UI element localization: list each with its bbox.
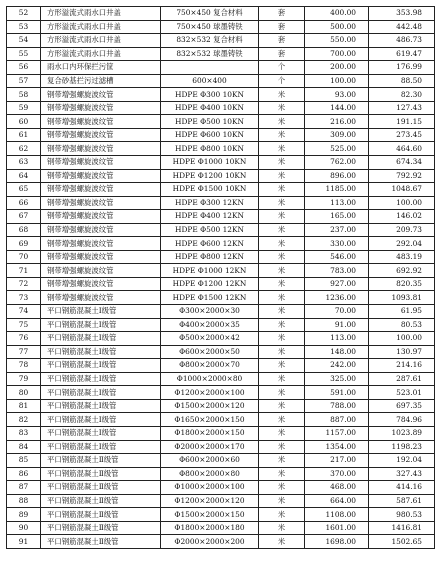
row-number-cell: 54: [7, 34, 41, 48]
spec-cell: 750×450 球墨铸铁: [161, 20, 259, 34]
excl-tax-price-cell: 176.99: [369, 61, 435, 75]
price-cell: 783.00: [305, 264, 369, 278]
unit-cell: 套: [259, 47, 305, 61]
spec-cell: Φ1000×2000×80: [161, 372, 259, 386]
spec-cell: HDPE Φ500 12KN: [161, 223, 259, 237]
item-name-cell: 钢带增强螺旋波纹管: [41, 223, 161, 237]
unit-cell: 米: [259, 508, 305, 522]
item-name-cell: 钢带增强螺旋波纹管: [41, 128, 161, 142]
item-name-cell: 平口钢筋混凝土Ⅱ级管: [41, 521, 161, 535]
price-cell: 325.00: [305, 372, 369, 386]
excl-tax-price-cell: 1502.65: [369, 535, 435, 549]
price-cell: 700.00: [305, 47, 369, 61]
row-number-cell: 89: [7, 508, 41, 522]
item-name-cell: 雨水口内环保拦污筐: [41, 61, 161, 75]
table-row: [7, 156, 435, 170]
unit-cell: 个: [259, 61, 305, 75]
spec-cell: Φ1800×2000×150: [161, 426, 259, 440]
row-number-cell: 58: [7, 88, 41, 102]
excl-tax-price-cell: 287.61: [369, 372, 435, 386]
excl-tax-price-cell: 483.19: [369, 250, 435, 264]
price-cell: 217.00: [305, 454, 369, 468]
price-cell: 788.00: [305, 399, 369, 413]
table-row: [7, 196, 435, 210]
spec-cell: HDPE Φ300 12KN: [161, 196, 259, 210]
excl-tax-price-cell: 1048.67: [369, 183, 435, 197]
spec-cell: Φ300×2000×30: [161, 305, 259, 319]
spec-cell: HDPE Φ600 12KN: [161, 237, 259, 251]
table-row: [7, 183, 435, 197]
unit-cell: 米: [259, 156, 305, 170]
price-cell: 664.00: [305, 494, 369, 508]
spec-cell: HDPE Φ1000 12KN: [161, 264, 259, 278]
item-name-cell: 钢带增强螺旋波纹管: [41, 142, 161, 156]
excl-tax-price-cell: 80.53: [369, 318, 435, 332]
item-name-cell: 钢带增强螺旋波纹管: [41, 115, 161, 129]
excl-tax-price-cell: 619.47: [369, 47, 435, 61]
item-name-cell: 平口钢筋混凝土Ⅰ级管: [41, 386, 161, 400]
unit-cell: 米: [259, 535, 305, 549]
item-name-cell: 平口钢筋混凝土Ⅱ级管: [41, 454, 161, 468]
table-row: [7, 454, 435, 468]
table-row: [7, 399, 435, 413]
item-name-cell: 平口钢筋混凝土Ⅰ级管: [41, 359, 161, 373]
unit-cell: 米: [259, 115, 305, 129]
item-name-cell: 复合砂基拦污过滤槽: [41, 74, 161, 88]
unit-cell: 米: [259, 386, 305, 400]
spec-cell: 832×532 球墨铸铁: [161, 47, 259, 61]
excl-tax-price-cell: 327.43: [369, 467, 435, 481]
table-row: [7, 305, 435, 319]
excl-tax-price-cell: 292.04: [369, 237, 435, 251]
table-row: [7, 426, 435, 440]
spec-cell: Φ800×2000×80: [161, 467, 259, 481]
unit-cell: 套: [259, 7, 305, 21]
item-name-cell: 平口钢筋混凝土Ⅰ级管: [41, 440, 161, 454]
row-number-cell: 79: [7, 372, 41, 386]
spec-cell: HDPE Φ1200 10KN: [161, 169, 259, 183]
item-name-cell: 平口钢筋混凝土Ⅰ级管: [41, 426, 161, 440]
excl-tax-price-cell: 692.92: [369, 264, 435, 278]
price-cell: 370.00: [305, 467, 369, 481]
spec-cell: 600×400: [161, 74, 259, 88]
unit-cell: 米: [259, 196, 305, 210]
item-name-cell: 钢带增强螺旋波纹管: [41, 210, 161, 224]
price-cell: 309.00: [305, 128, 369, 142]
excl-tax-price-cell: 82.30: [369, 88, 435, 102]
row-number-cell: 73: [7, 291, 41, 305]
spec-cell: Φ1000×2000×100: [161, 481, 259, 495]
item-name-cell: 方形溢流式雨水口井盖: [41, 34, 161, 48]
unit-cell: 米: [259, 413, 305, 427]
item-name-cell: 平口钢筋混凝土Ⅰ级管: [41, 399, 161, 413]
spec-cell: HDPE Φ1500 12KN: [161, 291, 259, 305]
price-cell: 70.00: [305, 305, 369, 319]
price-cell: 1698.00: [305, 535, 369, 549]
table-row: [7, 210, 435, 224]
row-number-cell: 83: [7, 426, 41, 440]
table-row: [7, 142, 435, 156]
excl-tax-price-cell: 100.00: [369, 332, 435, 346]
unit-cell: 米: [259, 481, 305, 495]
table-row: [7, 521, 435, 535]
price-cell: 591.00: [305, 386, 369, 400]
table-row: [7, 318, 435, 332]
price-cell: 165.00: [305, 210, 369, 224]
spec-cell: Φ1650×2000×150: [161, 413, 259, 427]
price-cell: 1354.00: [305, 440, 369, 454]
price-cell: 93.00: [305, 88, 369, 102]
item-name-cell: 钢带增强螺旋波纹管: [41, 237, 161, 251]
unit-cell: 米: [259, 128, 305, 142]
price-cell: 468.00: [305, 481, 369, 495]
price-cell: 237.00: [305, 223, 369, 237]
excl-tax-price-cell: 1093.81: [369, 291, 435, 305]
price-cell: 100.00: [305, 74, 369, 88]
item-name-cell: 平口钢筋混凝土Ⅰ级管: [41, 372, 161, 386]
excl-tax-price-cell: 523.01: [369, 386, 435, 400]
price-cell: 896.00: [305, 169, 369, 183]
unit-cell: 米: [259, 305, 305, 319]
item-name-cell: 平口钢筋混凝土Ⅱ级管: [41, 508, 161, 522]
row-number-cell: 72: [7, 277, 41, 291]
excl-tax-price-cell: 130.97: [369, 345, 435, 359]
spec-cell: Φ1500×2000×120: [161, 399, 259, 413]
table-row: [7, 386, 435, 400]
table-row: [7, 440, 435, 454]
item-name-cell: 平口钢筋混凝土Ⅱ级管: [41, 467, 161, 481]
excl-tax-price-cell: 353.98: [369, 7, 435, 21]
item-name-cell: 平口钢筋混凝土Ⅱ级管: [41, 494, 161, 508]
unit-cell: 米: [259, 467, 305, 481]
table-row: [7, 128, 435, 142]
table-row: [7, 413, 435, 427]
table-row: [7, 61, 435, 75]
spec-cell: HDPE Φ400 10KN: [161, 101, 259, 115]
item-name-cell: 钢带增强螺旋波纹管: [41, 264, 161, 278]
price-cell: 927.00: [305, 277, 369, 291]
excl-tax-price-cell: 1416.81: [369, 521, 435, 535]
spec-cell: Φ600×2000×60: [161, 454, 259, 468]
price-cell: 546.00: [305, 250, 369, 264]
excl-tax-price-cell: 214.16: [369, 359, 435, 373]
table-row: [7, 34, 435, 48]
price-cell: 148.00: [305, 345, 369, 359]
unit-cell: 米: [259, 88, 305, 102]
table-row: [7, 481, 435, 495]
row-number-cell: 71: [7, 264, 41, 278]
price-cell: 144.00: [305, 101, 369, 115]
row-number-cell: 75: [7, 318, 41, 332]
unit-cell: 米: [259, 291, 305, 305]
item-name-cell: 钢带增强螺旋波纹管: [41, 277, 161, 291]
row-number-cell: 84: [7, 440, 41, 454]
excl-tax-price-cell: 980.53: [369, 508, 435, 522]
unit-cell: 米: [259, 264, 305, 278]
item-name-cell: 方形溢流式雨水口井盖: [41, 20, 161, 34]
unit-cell: 米: [259, 250, 305, 264]
spec-cell: Φ1800×2000×180: [161, 521, 259, 535]
spec-cell: HDPE Φ500 10KN: [161, 115, 259, 129]
table-row: [7, 359, 435, 373]
spec-cell: Φ500×2000×42: [161, 332, 259, 346]
item-name-cell: 钢带增强螺旋波纹管: [41, 101, 161, 115]
item-name-cell: 平口钢筋混凝土Ⅰ级管: [41, 305, 161, 319]
excl-tax-price-cell: 61.95: [369, 305, 435, 319]
item-name-cell: 钢带增强螺旋波纹管: [41, 196, 161, 210]
item-name-cell: 平口钢筋混凝土Ⅰ级管: [41, 318, 161, 332]
row-number-cell: 59: [7, 101, 41, 115]
spec-cell: HDPE Φ1000 10KN: [161, 156, 259, 170]
row-number-cell: 56: [7, 61, 41, 75]
spec-cell: HDPE Φ1200 12KN: [161, 277, 259, 291]
table-row: [7, 74, 435, 88]
price-cell: 1601.00: [305, 521, 369, 535]
unit-cell: 米: [259, 359, 305, 373]
unit-cell: 米: [259, 210, 305, 224]
row-number-cell: 78: [7, 359, 41, 373]
excl-tax-price-cell: 587.61: [369, 494, 435, 508]
table-row: [7, 223, 435, 237]
price-cell: 113.00: [305, 332, 369, 346]
spec-cell: HDPE Φ400 12KN: [161, 210, 259, 224]
item-name-cell: 平口钢筋混凝土Ⅱ级管: [41, 535, 161, 549]
item-name-cell: 方形溢流式雨水口井盖: [41, 47, 161, 61]
excl-tax-price-cell: 88.50: [369, 74, 435, 88]
price-table-container: [6, 6, 434, 549]
price-table-body: [7, 7, 435, 549]
table-row: [7, 237, 435, 251]
row-number-cell: 60: [7, 115, 41, 129]
excl-tax-price-cell: 792.92: [369, 169, 435, 183]
item-name-cell: 平口钢筋混凝土Ⅰ级管: [41, 345, 161, 359]
item-name-cell: 平口钢筋混凝土Ⅱ级管: [41, 481, 161, 495]
excl-tax-price-cell: 209.73: [369, 223, 435, 237]
row-number-cell: 69: [7, 237, 41, 251]
price-cell: 113.00: [305, 196, 369, 210]
row-number-cell: 52: [7, 7, 41, 21]
price-cell: 1108.00: [305, 508, 369, 522]
row-number-cell: 68: [7, 223, 41, 237]
row-number-cell: 67: [7, 210, 41, 224]
table-row: [7, 264, 435, 278]
unit-cell: 米: [259, 277, 305, 291]
spec-cell: HDPE Φ600 10KN: [161, 128, 259, 142]
price-cell: 1157.00: [305, 426, 369, 440]
excl-tax-price-cell: 273.45: [369, 128, 435, 142]
table-row: [7, 535, 435, 549]
row-number-cell: 74: [7, 305, 41, 319]
row-number-cell: 66: [7, 196, 41, 210]
price-cell: 400.00: [305, 7, 369, 21]
price-cell: 1185.00: [305, 183, 369, 197]
unit-cell: 米: [259, 440, 305, 454]
table-row: [7, 47, 435, 61]
item-name-cell: 钢带增强螺旋波纹管: [41, 291, 161, 305]
table-row: [7, 277, 435, 291]
unit-cell: 米: [259, 399, 305, 413]
spec-cell: HDPE Φ1500 10KN: [161, 183, 259, 197]
excl-tax-price-cell: 674.34: [369, 156, 435, 170]
price-cell: 762.00: [305, 156, 369, 170]
excl-tax-price-cell: 414.16: [369, 481, 435, 495]
unit-cell: 米: [259, 454, 305, 468]
row-number-cell: 76: [7, 332, 41, 346]
row-number-cell: 80: [7, 386, 41, 400]
item-name-cell: 平口钢筋混凝土Ⅰ级管: [41, 413, 161, 427]
table-row: [7, 169, 435, 183]
unit-cell: 米: [259, 494, 305, 508]
item-name-cell: 方形溢流式雨水口井盖: [41, 7, 161, 21]
excl-tax-price-cell: 820.35: [369, 277, 435, 291]
price-cell: 1236.00: [305, 291, 369, 305]
price-cell: 887.00: [305, 413, 369, 427]
item-name-cell: 钢带增强螺旋波纹管: [41, 169, 161, 183]
unit-cell: 米: [259, 426, 305, 440]
table-row: [7, 345, 435, 359]
row-number-cell: 77: [7, 345, 41, 359]
excl-tax-price-cell: 442.48: [369, 20, 435, 34]
row-number-cell: 81: [7, 399, 41, 413]
unit-cell: 米: [259, 223, 305, 237]
unit-cell: 个: [259, 74, 305, 88]
row-number-cell: 88: [7, 494, 41, 508]
price-cell: 500.00: [305, 20, 369, 34]
unit-cell: 米: [259, 169, 305, 183]
unit-cell: 米: [259, 183, 305, 197]
spec-cell: Φ1200×2000×120: [161, 494, 259, 508]
unit-cell: 米: [259, 237, 305, 251]
item-name-cell: 钢带增强螺旋波纹管: [41, 156, 161, 170]
price-table: [6, 6, 435, 549]
table-row: [7, 101, 435, 115]
price-cell: 330.00: [305, 237, 369, 251]
spec-cell: HDPE Φ800 10KN: [161, 142, 259, 156]
row-number-cell: 55: [7, 47, 41, 61]
excl-tax-price-cell: 192.04: [369, 454, 435, 468]
unit-cell: 套: [259, 34, 305, 48]
row-number-cell: 87: [7, 481, 41, 495]
row-number-cell: 90: [7, 521, 41, 535]
row-number-cell: 85: [7, 454, 41, 468]
unit-cell: 米: [259, 332, 305, 346]
row-number-cell: 86: [7, 467, 41, 481]
table-row: [7, 7, 435, 21]
unit-cell: 米: [259, 142, 305, 156]
row-number-cell: 91: [7, 535, 41, 549]
unit-cell: 米: [259, 345, 305, 359]
excl-tax-price-cell: 127.43: [369, 101, 435, 115]
table-row: [7, 115, 435, 129]
unit-cell: 米: [259, 318, 305, 332]
item-name-cell: 平口钢筋混凝土Ⅰ级管: [41, 332, 161, 346]
row-number-cell: 62: [7, 142, 41, 156]
item-name-cell: 钢带增强螺旋波纹管: [41, 183, 161, 197]
spec-cell: 832×532 复合材料: [161, 34, 259, 48]
row-number-cell: 53: [7, 20, 41, 34]
table-row: [7, 291, 435, 305]
table-row: [7, 467, 435, 481]
spec-cell: Φ800×2000×70: [161, 359, 259, 373]
table-row: [7, 332, 435, 346]
spec-cell: Φ2000×2000×170: [161, 440, 259, 454]
row-number-cell: 70: [7, 250, 41, 264]
price-cell: 91.00: [305, 318, 369, 332]
excl-tax-price-cell: 784.96: [369, 413, 435, 427]
table-row: [7, 20, 435, 34]
excl-tax-price-cell: 486.73: [369, 34, 435, 48]
unit-cell: 米: [259, 521, 305, 535]
spec-cell: Φ400×2000×35: [161, 318, 259, 332]
spec-cell: Φ1200×2000×100: [161, 386, 259, 400]
price-cell: 550.00: [305, 34, 369, 48]
item-name-cell: 钢带增强螺旋波纹管: [41, 88, 161, 102]
excl-tax-price-cell: 100.00: [369, 196, 435, 210]
table-row: [7, 250, 435, 264]
table-row: [7, 88, 435, 102]
excl-tax-price-cell: 1023.89: [369, 426, 435, 440]
row-number-cell: 64: [7, 169, 41, 183]
row-number-cell: 65: [7, 183, 41, 197]
unit-cell: 套: [259, 20, 305, 34]
price-cell: 216.00: [305, 115, 369, 129]
excl-tax-price-cell: 191.15: [369, 115, 435, 129]
unit-cell: 米: [259, 101, 305, 115]
excl-tax-price-cell: 146.02: [369, 210, 435, 224]
excl-tax-price-cell: 464.60: [369, 142, 435, 156]
row-number-cell: 63: [7, 156, 41, 170]
spec-cell: Φ2000×2000×200: [161, 535, 259, 549]
row-number-cell: 61: [7, 128, 41, 142]
spec-cell: HDPE Φ300 10KN: [161, 88, 259, 102]
excl-tax-price-cell: 1198.23: [369, 440, 435, 454]
spec-cell: 750×450 复合材料: [161, 7, 259, 21]
price-cell: 200.00: [305, 61, 369, 75]
unit-cell: 米: [259, 372, 305, 386]
price-cell: 242.00: [305, 359, 369, 373]
price-cell: 525.00: [305, 142, 369, 156]
spec-cell: Φ1500×2000×150: [161, 508, 259, 522]
item-name-cell: 钢带增强螺旋波纹管: [41, 250, 161, 264]
row-number-cell: 82: [7, 413, 41, 427]
table-row: [7, 508, 435, 522]
row-number-cell: 57: [7, 74, 41, 88]
spec-cell: HDPE Φ800 12KN: [161, 250, 259, 264]
table-row: [7, 494, 435, 508]
spec-cell: Φ600×2000×50: [161, 345, 259, 359]
spec-cell: [161, 61, 259, 75]
table-row: [7, 372, 435, 386]
excl-tax-price-cell: 697.35: [369, 399, 435, 413]
